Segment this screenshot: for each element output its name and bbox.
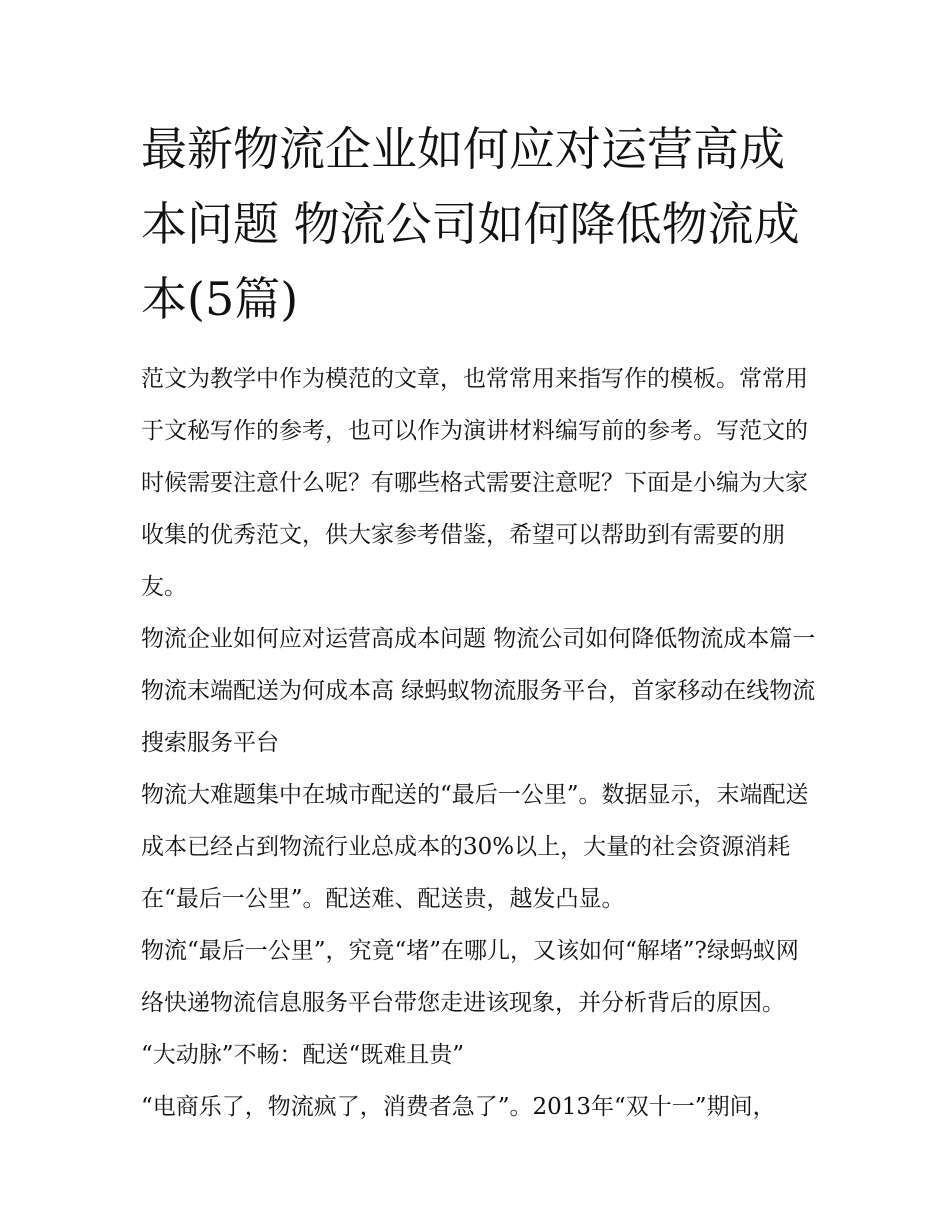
document-title: 最新物流企业如何应对运营高成本问题 物流公司如何降低物流成本(5篇) xyxy=(141,122,800,326)
paragraph-double-eleven: “电商乐了，物流疯了，消费者急了”。2013年“双十一”期间， xyxy=(141,1094,776,1120)
paragraph-last-mile: 物流大难题集中在城市配送的“最后一公里”。数据显示，末端配送成本已经占到物流行业总成本的30%以上，大量的社会资源消耗在“最后一公里”。配送难、配送贵，越发凸显。 xyxy=(141,782,809,912)
paragraph-intro: 范文为教学中作为模范的文章，也常常用来指写作的模板。常常用于文秘写作的参考，也可以作为演讲材料编写前的参考。写范文的时候需要注意什么呢？有哪些格式需要注意呢？下面是小编为大家收集的优秀范文，供大家参考借鉴，希望可以帮助到有需要的朋友。 xyxy=(141,366,808,600)
document-body xyxy=(141,112,821,1133)
paragraph-green-ant: 物流“最后一公里”，究竟“堵”在哪儿，又该如何“解堵”?绿蚂蚁网络快递物流信息服务平台带您走进该现象，并分析背后的原因。 “大动脉”不畅：配送“既难且贵” xyxy=(141,938,799,1068)
paragraph-section-heading: 物流企业如何应对运营高成本问题 物流公司如何降低物流成本篇一 物流末端配送为何成本高 绿蚂蚁物流服务平台，首家移动在线物流搜索服务平台 xyxy=(141,626,816,756)
